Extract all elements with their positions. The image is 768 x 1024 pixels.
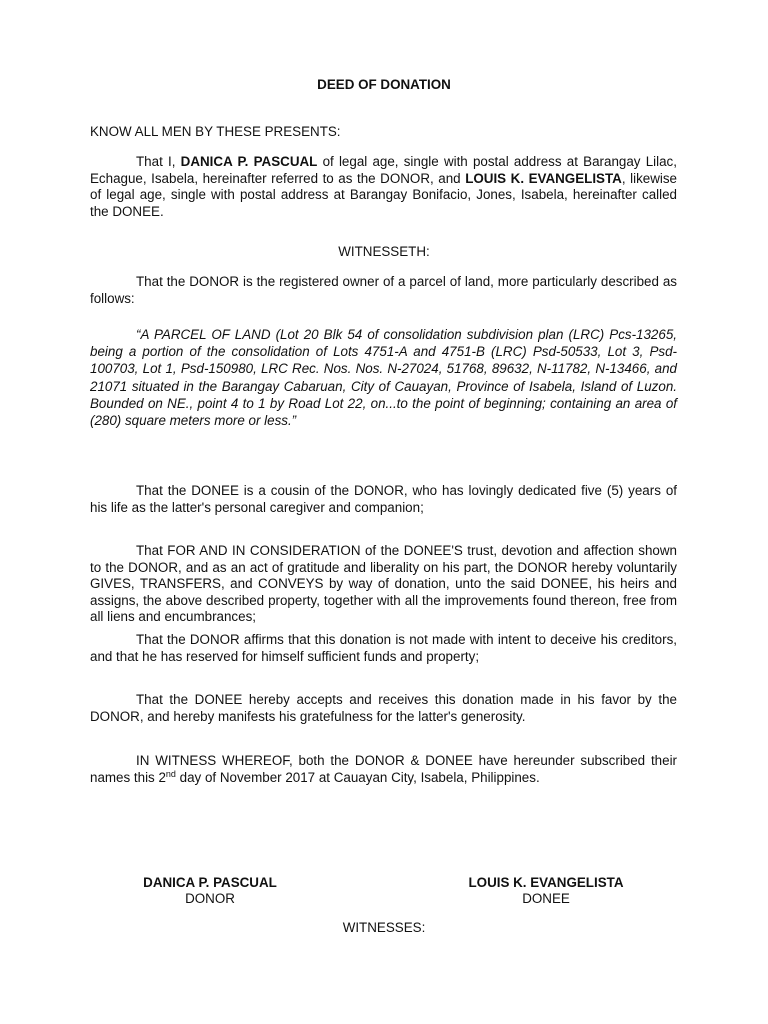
witness-text-after: day of November 2017 at Cauayan City, Isabela, Philippines. [175,769,540,785]
consideration-paragraph: That FOR AND IN CONSIDERATION of the DONEE'S trust, devotion and affection shown to the DONOR, and as an act of gratitude and liberality on his part, the DONOR hereby voluntarily GIVES, TRANSFERS, and CONVEYS by way of donation, unto the said DONEE, his heirs and assigns, the above described property, together with all the improvements found thereon, free from all liens and encumbrances; [90,543,677,624]
donee-signature-block [440,875,652,907]
donee-name: LOUIS K. EVANGELISTA [465,170,622,186]
ordinal-suffix: nd [165,768,176,779]
donee-signature-name: LOUIS K. EVANGELISTA [468,875,624,890]
intro-text-2: of legal age, single with postal address at Barangay Lilac, Echague, Isabela, hereinafter referred to as the DONOR, and [90,154,677,186]
owner-paragraph: That the DONOR is the registered owner of a parcel of land, more particularly described as follows: [90,274,677,306]
intro-text-1: That I, [136,154,176,169]
donor-signature-name: DANICA P. PASCUAL [143,875,277,890]
witnesseth-heading: WITNESSETH: [338,244,430,259]
donor-name: DANICA P. PASCUAL [180,154,318,169]
witness-whereof-paragraph [90,753,677,786]
witnesses-heading: WITNESSES: [342,920,426,935]
accept-paragraph: That the DONEE hereby accepts and receives this donation made in his favor by the DONOR, and hereby manifests his gratefulness for the latter's generosity. [90,692,677,724]
cousin-paragraph: That the DONEE is a cousin of the DONOR, who has lovingly dedicated five (5) years of his life as the latter's personal caregiver and companion; [90,483,677,515]
donee-signature-role: DONEE [522,891,570,906]
affirm-paragraph: That the DONOR affirms that this donation is not made with intent to deceive his creditors, and that he has reserved for himself sufficient funds and property; [90,632,677,664]
land-description: “A PARCEL OF LAND (Lot 20 Blk 54 of consolidation subdivision plan (LRC) Pcs-13265, being a portion of the consolidation of Lots 4751-A and 4751-B (LRC) Psd-50533, Lot 3, Psd-100703, Lot 1, Psd-150980, LRC Rec. Nos. Nos. N-27024, 51768, 89632, N-11782, N-13466, and 21071 situated in the Barangay Cabaruan, City of Cauayan, Province of Isabela, Island of Luzon. Bounded on NE., point 4 to 1 by Road Lot 22, on...to the point of beginning; containing an area of (280) square meters more or less.” [90,327,677,429]
intro-paragraph [90,154,677,220]
document-title: DEED OF DONATION [317,77,451,92]
salutation: KNOW ALL MEN BY THESE PRESENTS: [90,124,341,139]
intro-text-3: , likewise of legal age, single with postal address at Barangay Bonifacio, Jones, Isabela, hereinafter called the DONEE. [90,170,677,219]
donor-signature-block [120,875,300,907]
donor-signature-role: DONOR [185,891,235,906]
witness-text-before: IN WITNESS WHEREOF, both the DONOR & DONEE have hereunder subscribed their names this 2 [90,753,677,785]
